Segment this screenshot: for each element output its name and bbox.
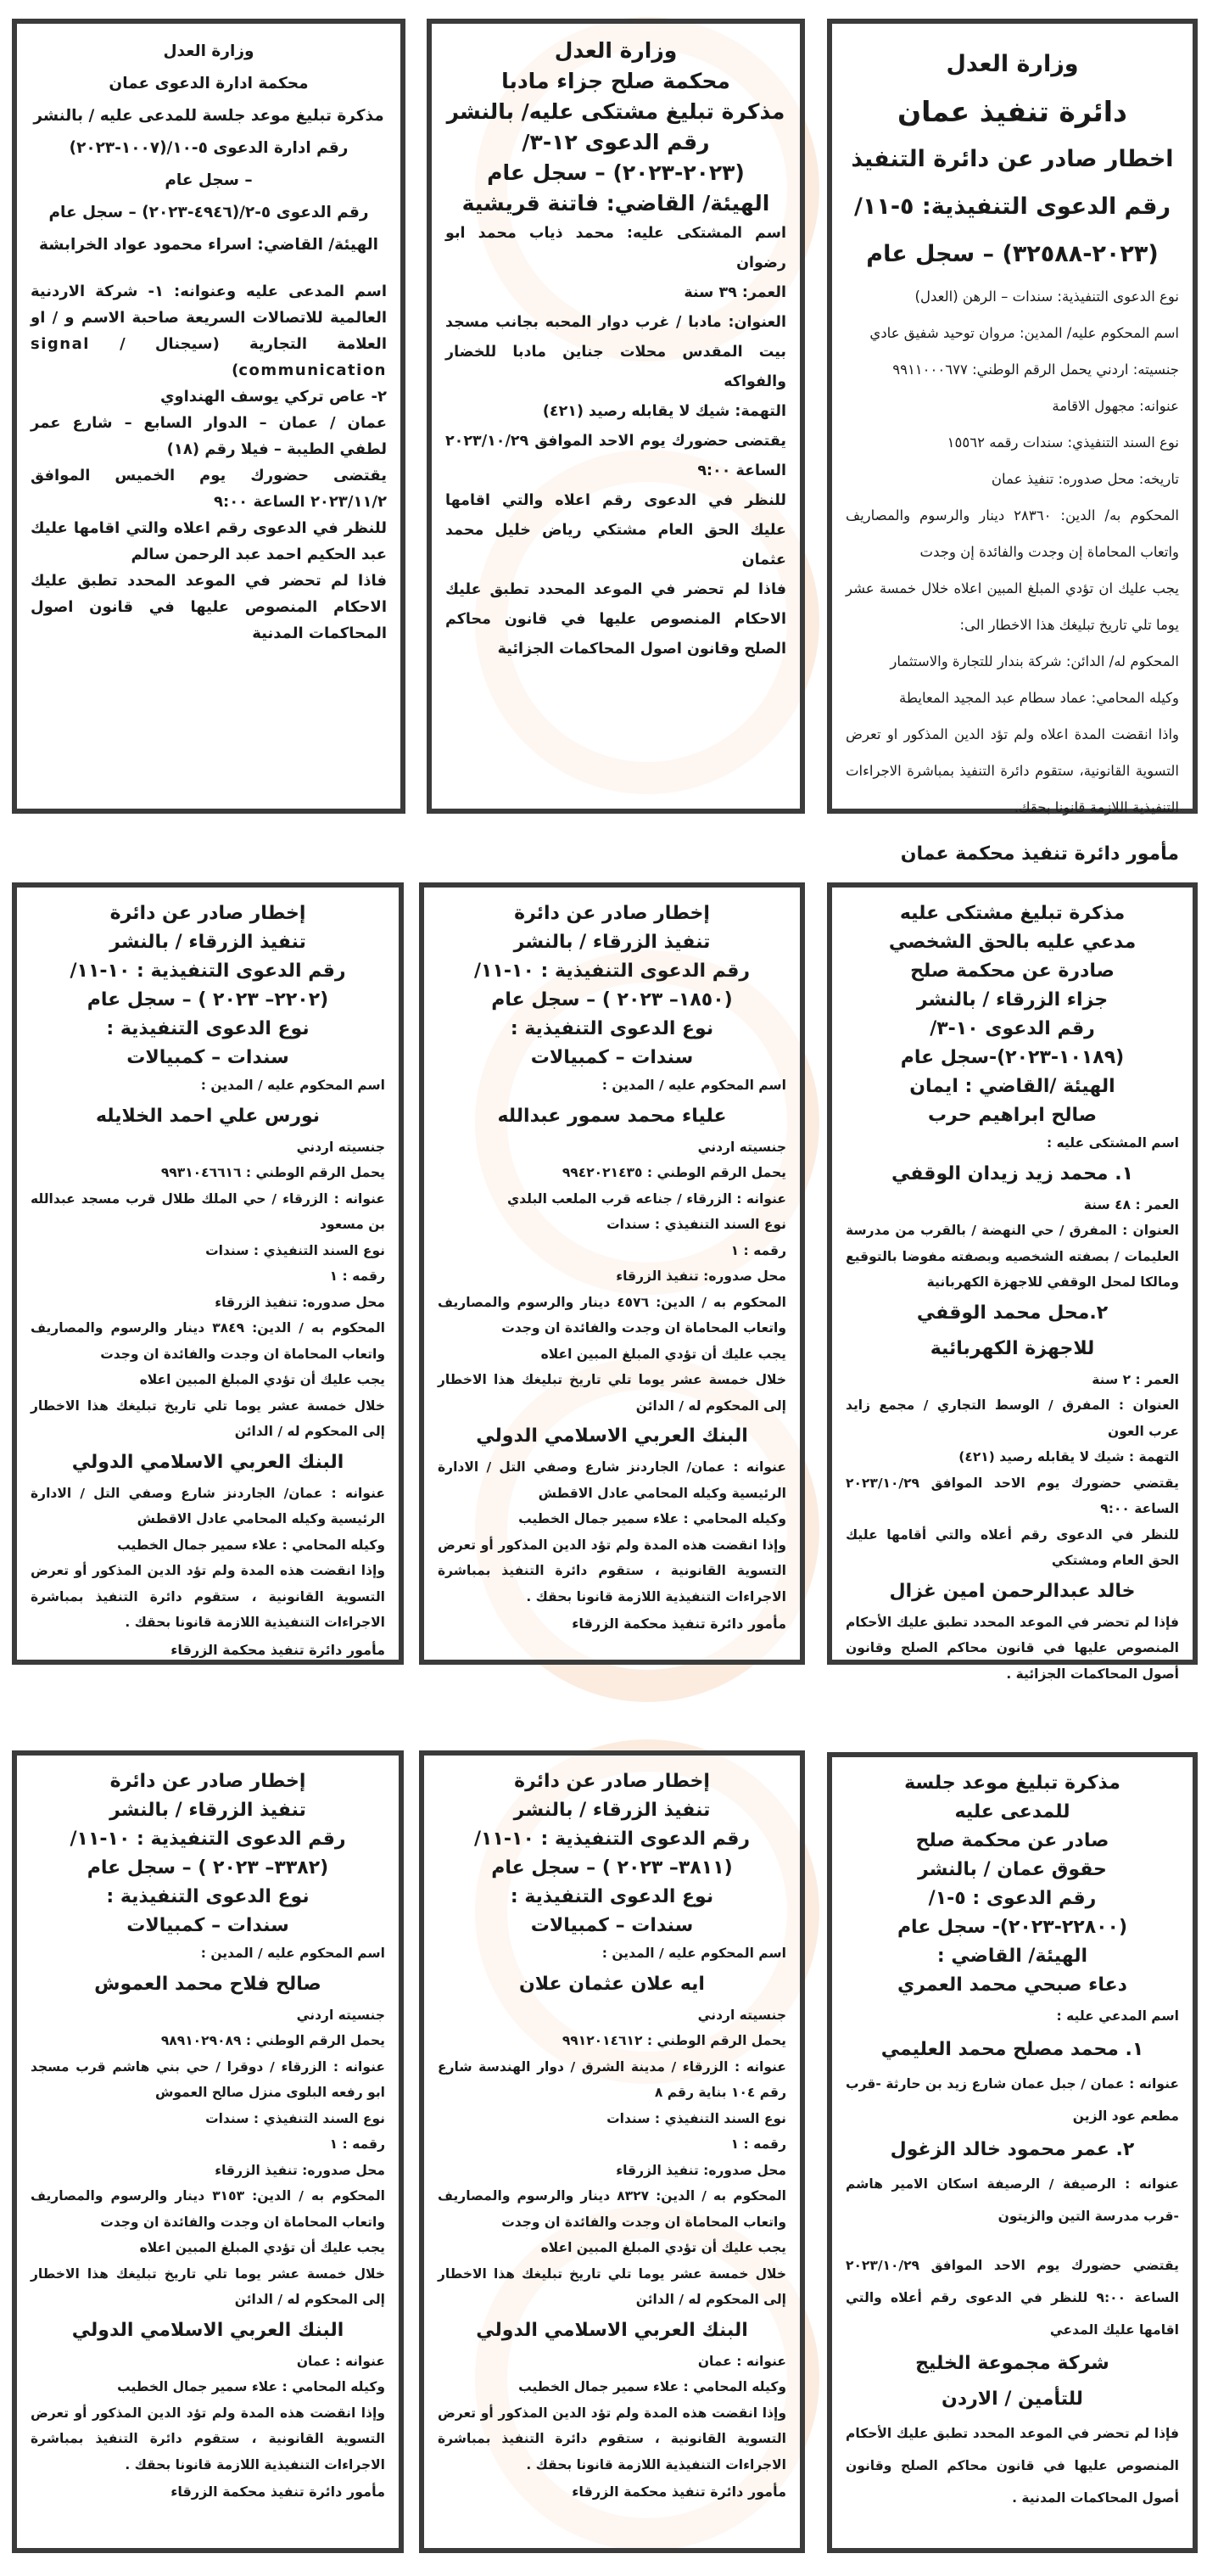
- notice-heading: (٢٠٢٣-٣٢٥٨٨) – سجل عام: [866, 241, 1159, 267]
- party-name: ٢.محل محمد الوقفي: [916, 1302, 1109, 1324]
- party-name: صالح فلاح محمد العموش: [94, 1973, 321, 1995]
- notice-zarqa-execution-3382: [12, 1750, 404, 2553]
- notice-paragraph: اسم المشتكى عليه :: [1046, 1135, 1179, 1151]
- notice-paragraph: خلال خمسة عشر يوما تلي تاريخ تبليغك هذا الاخطار إلى المحكوم له / الدائن: [31, 2265, 385, 2307]
- notice-paragraph: جنسيته: اردني يحمل الرقم الوطني: ٩٩١١٠٠٠٦٧٧: [892, 361, 1179, 378]
- notice-paragraph: جنسيته اردني: [697, 1139, 786, 1155]
- notice-paragraph: وكيله المحامي : علاء سمير جمال الخطيب: [117, 1537, 385, 1553]
- notice-paragraph: اسم المشتكى عليه: محمد ذياب محمد ابو رضوان: [445, 225, 786, 272]
- notice-paragraph: وكيله المحامي : علاء سمير جمال الخطيب: [117, 2379, 385, 2394]
- notice-paragraph: المحكوم به / الدين: ٨٣٢٧ دينار والرسوم والمصاريف واتعاب المحاماة ان وجدت والفائدة ان وجدت: [438, 2188, 786, 2230]
- notice-paragraph: جنسيته اردني: [296, 1139, 385, 1155]
- notice-heading: إخطار صادر عن دائرة: [514, 1771, 710, 1792]
- notice-paragraph: اسم المحكوم عليه / المدين :: [601, 1946, 786, 1961]
- notice-paragraph: ٢- عاص تركي يوسف الهنداوي: [159, 388, 387, 406]
- notice-heading: مذكرة تبليغ مشتكى عليه/ بالنشر: [446, 99, 785, 124]
- notice-paragraph: اسم المدعي عليه :: [1056, 2008, 1179, 2024]
- notice-paragraph: عنوانه: مجهول الاقامة: [1052, 398, 1179, 414]
- notice-paragraph: خلال خمسة عشر يوما تلي تاريخ تبليغك هذا الاخطار إلى المحكوم له / الدائن: [31, 1397, 385, 1439]
- notice-paragraph: التهمة: شيك لا يقابله رصيد (٤٢١): [542, 403, 786, 420]
- notice-heading: رقم ادارة الدعوى ٥-١٠/(١٠٠٧-٢٠٢٣): [69, 139, 349, 157]
- notice-paragraph: اسم المحكوم عليه / المدين :: [200, 1946, 385, 1961]
- notice-heading: مذكرة تبليغ مشتكى عليه: [899, 903, 1126, 924]
- notice-heading: للمدعى عليه: [954, 1801, 1070, 1823]
- notice-paragraph: عنوانه : عمان/ الجاردنز شارع وصفي التل / الادارة الرئيسية وكيله المحامي عادل الاقطش: [31, 1485, 385, 1526]
- notice-paragraph: خلال خمسة عشر يوما تلي تاريخ تبليغك هذا الاخطار إلى المحكوم له / الدائن: [438, 2265, 786, 2307]
- notice-zarqa-criminal-court: [827, 882, 1198, 1682]
- party-name: ايه علان عثمان علان: [519, 1973, 705, 1995]
- notice-heading: رقم الدعوى ٥-٢/(٤٩٤٦-٢٠٢٣) – سجل عام: [48, 204, 369, 221]
- notice-paragraph: العنوان : المفرق / الوسط التجاري / مجمع زايد عرب العون: [846, 1397, 1179, 1439]
- notice-amman-civil-court: [827, 1752, 1198, 2553]
- notice-paragraph: واذا انقضت المدة اعلاه ولم تؤد الدين المذكور او تعرض التسوية القانونية، ستقوم دائرة التنفيذ بمباشرة الاجراءات التنفيذية اللازمة قانونا بحقك.: [846, 726, 1179, 815]
- notice-signature: مأمور دائرة تنفيذ محكمة الزرقاء: [170, 1641, 385, 1658]
- notice-paragraph: المحكوم به / الدين: ٣٨٤٩ دينار والرسوم والمصاريف واتعاب المحاماة ان وجدت والفائدة ان وجدت: [31, 1320, 385, 1362]
- notice-paragraph: يجب عليك أن تؤدي المبلغ المبين اعلاه: [540, 2240, 786, 2255]
- notice-heading: نوع الدعوى التنفيذية :: [510, 1886, 714, 1907]
- notice-paragraph: المحكوم به / الدين: ٤٥٧٦ دينار والرسوم والمصاريف واتعاب المحاماة ان وجدت والفائدة ان وجدت: [438, 1294, 786, 1336]
- notice-heading: (٢٢٨٠٠-٢٠٢٣)- سجل عام: [897, 1917, 1128, 1938]
- notice-paragraph: يحمل الرقم الوطني : ٩٨٩١٠٢٩٠٨٩: [160, 2033, 385, 2048]
- notice-signature: مأمور دائرة تنفيذ محكمة الزرقاء: [572, 2484, 786, 2500]
- notice-paragraph: اسم المحكوم عليه / المدين :: [601, 1078, 786, 1093]
- party-name: البنك العربي الاسلامي الدولي: [476, 1425, 748, 1447]
- notice-paragraph: جنسيته اردني: [296, 2007, 385, 2023]
- party-name: للاجهزة الكهربائية: [930, 1337, 1095, 1359]
- notice-paragraph: وإذا انقضت هذه المدة ولم تؤد الدين المذكور أو تعرض التسوية القانونية ، ستقوم دائرة التنفيذ بمباشرة الاجراءات التنفيذية اللازمة قانونا بحقك .: [31, 2405, 385, 2472]
- notice-paragraph: للنظر في الدعوى رقم اعلاه والتي اقامها عليك عبد الحكيم احمد عبد الرحمن سالم: [31, 519, 387, 563]
- notice-heading: رقم الدعوى التنفيذية: ٥-١١/: [853, 193, 1171, 220]
- notice-paragraph: المحكوم به / الدين: ٣١٥٣ دينار والرسوم والمصاريف واتعاب المحاماة ان وجدت والفائدة ان وجدت: [31, 2188, 385, 2230]
- notice-heading: مدعي عليه بالحق الشخصي: [888, 932, 1137, 953]
- party-name: خالد عبدالرحمن امين غزال: [889, 1580, 1136, 1602]
- notice-signature: مأمور دائرة تنفيذ محكمة الزرقاء: [170, 2484, 385, 2500]
- party-name: ٢. عمر محمود خالد الزغول: [890, 2139, 1135, 2160]
- notice-heading: الهيئة /القاضي : ايمان: [909, 1076, 1115, 1097]
- notice-heading: (١٠١٨٩-٢٠٢٣)-سجل عام: [900, 1047, 1125, 1068]
- notice-paragraph: رقمه : ١: [329, 1268, 385, 1284]
- party-name: للتأمين / الاردن: [942, 2388, 1083, 2410]
- notice-paragraph: يقتضي حضورك يوم الاحد الموافق ٢٠٢٣/١٠/٢٩ الساعة ٩:٠٠ للنظر في الدعوى رقم أعلاه والتي اقامها عليك المدعي: [846, 2258, 1179, 2338]
- notice-paragraph: خلال خمسة عشر يوما تلي تاريخ تبليغك هذا الاخطار إلى المحكوم له / الدائن: [438, 1372, 786, 1414]
- notice-heading: (٢٠٢٣-٢٠٢٣) – سجل عام: [487, 160, 745, 185]
- notice-heading: سندات – كمبيالات: [126, 1915, 289, 1936]
- notice-heading: إخطار صادر عن دائرة: [109, 903, 306, 924]
- notice-paragraph: وإذا انقضت هذه المدة ولم تؤد الدين المذكور أو تعرض التسوية القانونية ، ستقوم دائرة التنفيذ بمباشرة الاجراءات التنفيذية اللازمة قانونا بحقك .: [31, 1563, 385, 1630]
- notice-heading: رقم الدعوى التنفيذية : ١٠-١١/: [70, 1828, 346, 1850]
- notice-heading: رقم الدعوى التنفيذية : ١٠-١١/: [70, 960, 346, 982]
- notice-paragraph: يجب عليك ان تؤدي المبلغ المبين اعلاه خلال خمسة عشر يوما تلي تاريخ تبليغك هذا الاخطار الى:: [846, 580, 1179, 633]
- party-name: ١. محمد زيد زيدان الوقفي: [891, 1162, 1134, 1184]
- notice-paragraph: محل صدوره: تنفيذ الزرقاء: [215, 1294, 385, 1310]
- party-name: ١. محمد مصلح محمد العليمي: [880, 2039, 1144, 2060]
- notice-paragraph: وإذا انقضت هذه المدة ولم تؤد الدين المذكور أو تعرض التسوية القانونية ، ستقوم دائرة التنفيذ بمباشرة الاجراءات التنفيذية اللازمة قانونا بحقك .: [438, 2405, 786, 2472]
- notice-paragraph: نوع السند التنفيذي : سندات: [606, 1217, 786, 1232]
- notice-paragraph: نوع السند التنفيذي : سندات: [606, 2110, 786, 2126]
- notice-paragraph: العنوان : المفرق / حي النهضة / بالقرب من مدرسة العليمات / بصفته الشخصيه وبصفته مفوضا بالتوقيع ومالكا لمحل الوقفي للاجهزة الكهربانية: [846, 1223, 1179, 1290]
- notice-paragraph: نوع الدعوى التنفيذية: سندات – الرهن (العدل): [914, 288, 1179, 305]
- notice-heading: إخطار صادر عن دائرة: [109, 1771, 306, 1792]
- notice-paragraph: وإذا انقضت هذه المدة ولم تؤد الدين المذكور أو تعرض التسوية القانونية ، ستقوم دائرة التنفيذ بمباشرة الاجراءات التنفيذية اللازمة قانونا بحقك .: [438, 1537, 786, 1604]
- notice-zarqa-execution-3811: [419, 1750, 805, 2553]
- notice-paragraph: عنوانه : عمان: [697, 2353, 786, 2369]
- notice-signature: مأمور دائرة تنفيذ محكمة عمان: [900, 843, 1179, 865]
- notice-heading: صالح ابراهيم حرب: [927, 1105, 1098, 1126]
- notice-paragraph: التهمة : شيك لا يقابله رصيد (٤٢١): [958, 1449, 1179, 1464]
- notice-paragraph: رقمه : ١: [730, 2136, 786, 2152]
- notice-heading: صادرة عن محكمة صلح: [910, 960, 1115, 982]
- party-name: البنك العربي الاسلامي الدولي: [71, 1451, 344, 1473]
- notice-paragraph: نوع السند التنفيذي : سندات: [205, 2110, 385, 2126]
- notice-heading: تنفيذ الزرقاء / بالنشر: [109, 1800, 306, 1821]
- notice-paragraph: عنوانه : عمان/ الجاردنز شارع وصفي التل / الادارة الرئيسية وكيله المحامي عادل الاقطش: [438, 1459, 786, 1501]
- notice-heading: رقم الدعوى التنفيذية : ١٠-١١/: [473, 1828, 751, 1850]
- notice-heading: (٣٣٨٢– ٢٠٢٣ ) – سجل عام: [87, 1857, 329, 1879]
- notice-paragraph: يقتضي حضورك يوم الاحد الموافق ٢٠٢٣/١٠/٢٩ الساعة ٩:٠٠: [846, 1475, 1179, 1516]
- party-name: شركة مجموعة الخليج: [915, 2353, 1109, 2374]
- notice-paragraph: عنوانه : الزرقاء / جناعه قرب الملعب البلدي: [506, 1190, 786, 1207]
- notice-heading: رقم الدعوى : ٥-١/: [928, 1888, 1097, 1909]
- notice-paragraph: اسم المدعى عليه وعنوانه: ١- شركة الاردنية العالمية للاتصالات السريعة صاحبة الاسم و / او العلامة التجارية (سيجنال / signal communication): [31, 283, 387, 379]
- notice-heading: مذكرة تبليغ موعد جلسة: [904, 1772, 1120, 1794]
- notice-heading: نوع الدعوى التنفيذية :: [510, 1018, 714, 1039]
- notice-paragraph: العنوان: مادبا / غرب دوار المحبه بجانب مسجد بيت المقدس محلات جناين مادبا للخضار والفواكه: [445, 314, 786, 390]
- notice-paragraph: العمر : ٤٨ سنة: [1083, 1196, 1179, 1212]
- notice-paragraph: وكيله المحامي: عماد سطام عبد المجيد المعايطة: [899, 690, 1179, 706]
- notice-paragraph: للنظر في الدعوى رقم أعلاه والتي أقامها عليك الحق العام ومشتكي: [846, 1526, 1179, 1568]
- notice-heading: رقم الدعوى التنفيذية : ١٠-١١/: [473, 960, 751, 982]
- notice-paragraph: عنوانه : عمان: [296, 2353, 385, 2369]
- notice-paragraph: وكيله المحامي : علاء سمير جمال الخطيب: [518, 1511, 786, 1526]
- notice-signature: مأمور دائرة تنفيذ محكمة الزرقاء: [572, 1616, 786, 1632]
- notice-heading: اخطار صادر عن دائرة التنفيذ: [851, 146, 1174, 172]
- notice-heading: وزارة العدل: [946, 51, 1079, 77]
- notice-paragraph: محل صدوره: تنفيذ الزرقاء: [215, 2162, 385, 2178]
- notice-paragraph: يقتضى حضورك يوم الاحد الموافق ٢٠٢٣/١٠/٢٩ الساعة ٩:٠٠: [445, 433, 786, 479]
- notice-madaba-court: [427, 19, 805, 814]
- party-name: علياء محمد سمور عبدالله: [497, 1105, 727, 1127]
- notice-heading: حقوق عمان / بالنشر: [918, 1859, 1107, 1880]
- notice-heading: مذكرة تبليغ موعد جلسة للمدعى عليه / بالنشر: [33, 107, 384, 125]
- notice-paragraph: يقتضى حضورك يوم الخميس الموافق ٢٠٢٣/١١/٢ الساعة ٩:٠٠: [31, 467, 387, 511]
- notice-paragraph: اسم المحكوم عليه / المدين :: [200, 1078, 385, 1093]
- notice-heading: صادر عن محكمة صلح: [915, 1830, 1109, 1851]
- notice-paragraph: عنوانه : الزرقاء / حي الملك طلال قرب مسجد عبدالله بن مسعود: [31, 1190, 385, 1232]
- notice-heading: نوع الدعوى التنفيذية :: [106, 1018, 310, 1039]
- spacer: [31, 261, 387, 278]
- notice-paragraph: محل صدوره: تنفيذ الزرقاء: [616, 2162, 786, 2178]
- spacer: [846, 2232, 1179, 2249]
- notice-heading: سندات – كمبيالات: [126, 1047, 289, 1068]
- notice-heading: دعاء صبحي محمد العمري: [897, 1974, 1127, 1996]
- notice-heading: رقم الدعوى ١٢-٣/: [522, 130, 710, 154]
- notice-paragraph: وكيله المحامي : علاء سمير جمال الخطيب: [518, 2379, 786, 2394]
- notice-paragraph: رقمه : ١: [730, 1242, 786, 1258]
- notice-heading: (١٨٥٠– ٢٠٢٣ ) – سجل عام: [491, 989, 733, 1011]
- notice-heading: دائرة تنفيذ عمان: [897, 95, 1127, 128]
- notice-paragraph: عنوانه : عمان / جبل عمان شارع زيد بن حارثة -قرب مطعم عود الزين: [846, 2076, 1179, 2124]
- notice-paragraph: فإذا لم تحضر في الموعد المحدد تطبق عليك الأحكام المنصوص عليها في قانون محاكم الصلح وقانون أصول المحاكمات الجزائية .: [846, 1614, 1179, 1682]
- notice-paragraph: عنوانه : الزرقاء / دوقرا / حي بني هاشم قرب مسجد ابو رفعه البلوى منزل صالح العموش: [31, 2058, 385, 2100]
- notice-amman-execution: [827, 19, 1198, 865]
- notice-paragraph: يجب عليك أن تؤدي المبلغ المبين اعلاه: [139, 1372, 385, 1387]
- notice-heading: (٢٢٠٢– ٢٠٢٣ ) – سجل عام: [87, 989, 329, 1011]
- notice-heading: الهيئة/ القاضي :: [936, 1946, 1088, 1967]
- notice-heading: وزارة العدل: [554, 38, 678, 63]
- notice-paragraph: المحكوم به/ الدين: ٢٨٣٦٠ دينار والرسوم والمصاريف واتعاب المحاماة إن وجدت والفائدة إن وجدت: [846, 507, 1179, 560]
- notice-amman-case-management: [12, 19, 405, 814]
- notice-heading: الهيئة/ القاضي: فاتنة قريشية: [461, 191, 770, 216]
- notice-paragraph: يجب عليك أن تؤدي المبلغ المبين اعلاه: [540, 1346, 786, 1362]
- notice-paragraph: المحكوم له/ الدائن: شركة بندار للتجارة والاستثمار: [890, 653, 1179, 669]
- notice-heading: (٣٨١١– ٢٠٢٣ ) – سجل عام: [491, 1857, 733, 1879]
- notice-paragraph: محل صدوره: تنفيذ الزرقاء: [616, 1268, 786, 1284]
- notice-heading: نوع الدعوى التنفيذية :: [106, 1886, 310, 1907]
- notice-paragraph: يجب عليك أن تؤدي المبلغ المبين اعلاه: [139, 2240, 385, 2255]
- notice-paragraph: يحمل الرقم الوطني : ٩٩٣١٠٤٦٦١٦: [160, 1165, 385, 1180]
- party-name: نورس علي احمد الخلايله: [95, 1105, 321, 1127]
- notice-paragraph: اسم المحكوم عليه/ المدين: مروان توحيد شفيق عادي: [869, 325, 1179, 341]
- notice-heading: تنفيذ الزرقاء / بالنشر: [513, 1800, 711, 1821]
- notice-paragraph: فإذا لم تحضر في الموعد المحدد تطبق عليك الأحكام المنصوص عليها في قانون محاكم الصلح وقانون أصول المحاكمات المدنية .: [846, 2426, 1179, 2506]
- notice-paragraph: تاريخه: محل صدوره: تنفيذ عمان: [991, 471, 1179, 487]
- notice-paragraph: جنسيته اردني: [697, 2007, 786, 2023]
- notice-heading: رقم الدعوى ١٠-٣/: [930, 1018, 1095, 1039]
- notice-heading: تنفيذ الزرقاء / بالنشر: [109, 932, 306, 953]
- notice-heading: تنفيذ الزرقاء / بالنشر: [513, 932, 711, 953]
- notice-paragraph: رقمه : ١: [329, 2136, 385, 2152]
- notice-heading: سندات – كمبيالات: [530, 1915, 694, 1936]
- notice-heading: محكمة صلح جزاء مادبا: [501, 69, 730, 93]
- party-name: البنك العربي الاسلامي الدولي: [71, 2319, 344, 2341]
- notice-paragraph: نوع السند التنفيذي : سندات: [205, 1242, 385, 1258]
- notice-paragraph: العمر: ٣٩ سنة: [684, 284, 786, 301]
- notice-paragraph: عنوانه : الزرقاء / مدينة الشرق / دوار الهندسة شارع رقم ١٠٤ بناية رقم ٨: [438, 2058, 786, 2100]
- notice-heading: – سجل عام: [165, 171, 253, 189]
- notice-zarqa-execution-1850: [419, 882, 805, 1665]
- notice-paragraph: عمان / عمان – الدوار السابع – شارع عمر لطفي الطيبة – فيلا رقم (١٨): [31, 414, 387, 458]
- notice-paragraph: فاذا لم تحضر في الموعد المحدد تطبق عليك الاحكام المنصوص عليها في قانون محاكم الصلح وقانون اصول المحاكمات الجزائية: [445, 581, 786, 658]
- notice-paragraph: نوع السند التنفيذي: سندات رقمه ١٥٥٦٢: [947, 434, 1179, 451]
- notice-heading: سندات – كمبيالات: [530, 1047, 694, 1068]
- notice-paragraph: يحمل الرقم الوطني : ٩٩١٢٠١٤٦١٢: [562, 2033, 786, 2048]
- notice-paragraph: فاذا لم تحضر في الموعد المحدد تطبق عليك الاحكام المنصوص عليها في قانون اصول المحاكمات المدنية: [31, 572, 387, 642]
- notice-heading: محكمة ادارة الدعوى عمان: [109, 75, 309, 92]
- notice-paragraph: عنوانه : الرصيفة / الرصيفة اسكان الامير هاشم -قرب مدرسة التين والزيتون: [846, 2176, 1179, 2224]
- notice-heading: إخطار صادر عن دائرة: [514, 903, 710, 924]
- notice-heading: وزارة العدل: [163, 42, 254, 60]
- notice-paragraph: العمر : ٢ سنة: [1092, 1371, 1179, 1387]
- notice-heading: جزاء الزرقاء / بالنشر: [916, 989, 1109, 1011]
- notice-heading: الهيئة/ القاضي: اسراء محمود عواد الخرابشة: [39, 236, 378, 254]
- notice-paragraph: يحمل الرقم الوطني : ٩٩٤٢٠٢١٤٣٥: [562, 1165, 786, 1180]
- party-name: البنك العربي الاسلامي الدولي: [476, 2319, 748, 2341]
- notice-zarqa-execution-2202: [12, 882, 404, 1665]
- notice-paragraph: للنظر في الدعوى رقم اعلاه والتي اقامها عليك الحق العام مشتكي رياض خليل محمد عثمان: [445, 492, 786, 568]
